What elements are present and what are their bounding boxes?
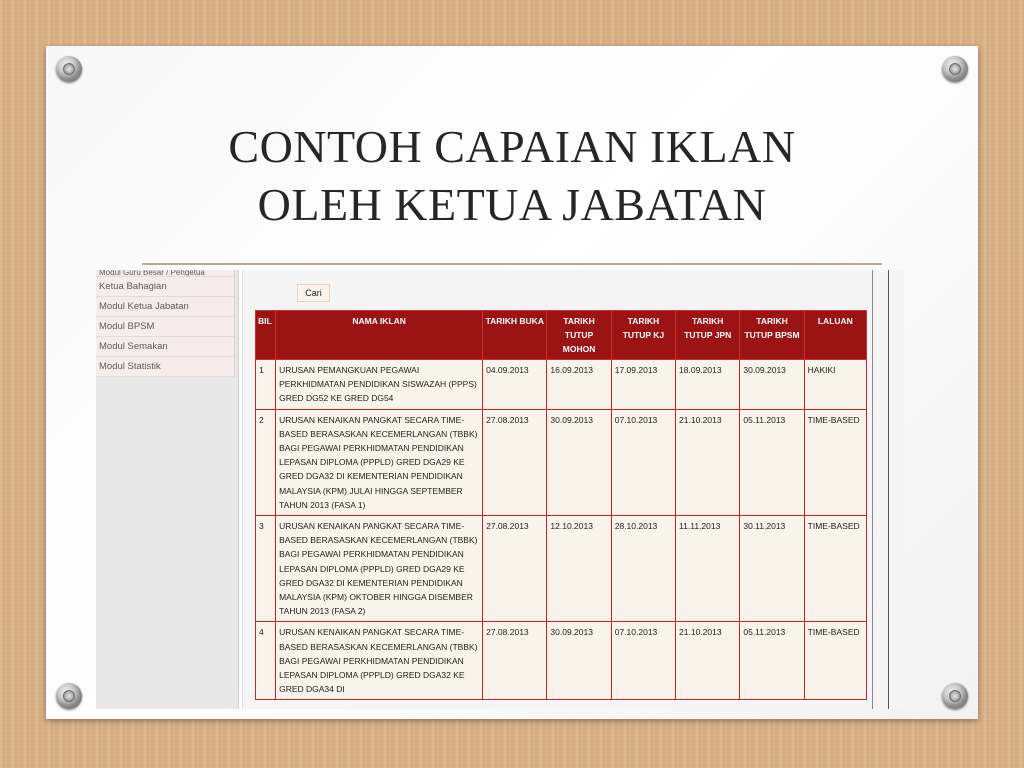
cell-nama-iklan: URUSAN PEMANGKUAN PEGAWAI PERKHIDMATAN PENDIDIKAN SISWAZAH (PPPS) GRED DG52 KE GRED DG54 bbox=[276, 360, 483, 410]
table-header-row bbox=[256, 311, 867, 360]
cell-tarikh-buka: 27.08.2013 bbox=[483, 516, 547, 622]
column-header-tarikh-tutup-mohon: TARIKH TUTUP MOHON bbox=[547, 311, 611, 360]
cell-tarikh-tutup-jpn: 18.09.2013 bbox=[676, 360, 740, 410]
column-header-nama-iklan: NAMA IKLAN bbox=[276, 311, 483, 360]
cell-laluan: TIME-BASED bbox=[804, 409, 866, 515]
pin-icon bbox=[56, 56, 82, 82]
main-content bbox=[242, 270, 904, 709]
table-row[interactable] bbox=[256, 360, 867, 410]
cell-tarikh-tutup-bpsm: 30.11.2013 bbox=[740, 516, 804, 622]
title-divider bbox=[142, 263, 882, 265]
cell-bil: 3 bbox=[256, 516, 276, 622]
cell-tarikh-tutup-bpsm: 30.09.2013 bbox=[740, 360, 804, 410]
cell-laluan: TIME-BASED bbox=[804, 516, 866, 622]
cell-tarikh-tutup-mohon: 12.10.2013 bbox=[547, 516, 611, 622]
cell-bil: 1 bbox=[256, 360, 276, 410]
cell-bil: 2 bbox=[256, 409, 276, 515]
slide bbox=[46, 46, 978, 719]
sidebar-item-modul-statistik[interactable]: Modul Statistik bbox=[96, 357, 234, 377]
cell-tarikh-tutup-kj: 17.09.2013 bbox=[611, 360, 675, 410]
cell-nama-iklan: URUSAN KENAIKAN PANGKAT SECARA TIME-BASED BERASASKAN KECEMERLANGAN (TBBK) BAGI PEGAWAI PERKHIDMATAN PENDIDIKAN LEPASAN DIPLOMA (PPPLD) GRED DGA32 KE GRED DGA34 DI bbox=[276, 622, 483, 700]
column-header-tarikh-tutup-bpsm: TARIKH TUTUP BPSM bbox=[740, 311, 804, 360]
column-header-tarikh-tutup-jpn: TARIKH TUTUP JPN bbox=[676, 311, 740, 360]
cell-tarikh-tutup-bpsm: 05.11.2013 bbox=[740, 622, 804, 700]
sidebar-item-modul-semakan[interactable]: Modul Semakan bbox=[96, 337, 234, 357]
column-header-bil: BIL bbox=[256, 311, 276, 360]
sidebar bbox=[96, 270, 239, 709]
pin-icon bbox=[56, 683, 82, 709]
cell-tarikh-tutup-mohon: 30.09.2013 bbox=[547, 409, 611, 515]
cell-tarikh-buka: 27.08.2013 bbox=[483, 622, 547, 700]
column-header-tarikh-tutup-kj: TARIKH TUTUP KJ bbox=[611, 311, 675, 360]
slide-title-line2: OLEH KETUA JABATAN bbox=[257, 179, 767, 230]
cell-tarikh-tutup-kj: 07.10.2013 bbox=[611, 409, 675, 515]
cell-tarikh-tutup-kj: 28.10.2013 bbox=[611, 516, 675, 622]
cell-tarikh-tutup-jpn: 21.10.2013 bbox=[676, 409, 740, 515]
column-header-tarikh-buka: TARIKH BUKA bbox=[483, 311, 547, 360]
cell-tarikh-tutup-bpsm: 05.11.2013 bbox=[740, 409, 804, 515]
cell-laluan: TIME-BASED bbox=[804, 622, 866, 700]
pin-icon bbox=[942, 56, 968, 82]
cell-tarikh-buka: 27.08.2013 bbox=[483, 409, 547, 515]
slide-title bbox=[46, 118, 978, 234]
search-button[interactable]: Cari bbox=[297, 284, 330, 302]
cell-tarikh-tutup-mohon: 30.09.2013 bbox=[547, 622, 611, 700]
table-row[interactable] bbox=[256, 409, 867, 515]
content-border bbox=[872, 270, 873, 709]
table-row[interactable] bbox=[256, 622, 867, 700]
cell-laluan: HAKIKI bbox=[804, 360, 866, 410]
sidebar-item-ketua-bahagian[interactable]: Ketua Bahagian bbox=[96, 277, 234, 297]
sidebar-item-modul-guru-besar[interactable]: Modul Guru Besar / Pengetua bbox=[96, 270, 234, 277]
screenshot-panel bbox=[96, 270, 904, 709]
column-header-laluan: LALUAN bbox=[804, 311, 866, 360]
advert-table bbox=[255, 310, 867, 700]
sidebar-item-modul-bpsm[interactable]: Modul BPSM bbox=[96, 317, 234, 337]
slide-title-line1: CONTOH CAPAIAN IKLAN bbox=[228, 121, 796, 172]
cell-nama-iklan: URUSAN KENAIKAN PANGKAT SECARA TIME-BASED BERASASKAN KECEMERLANGAN (TBBK) BAGI PEGAWAI PERKHIDMATAN PENDIDIKAN LEPASAN DIPLOMA (PPPLD) GRED DGA29 KE GRED DGA32 DI KEMENTERIAN PENDIDIKAN MALAYSIA (KPM) OKTOBER HINGGA DISEMBER TAHUN 2013 (FASA 2) bbox=[276, 516, 483, 622]
cell-bil: 4 bbox=[256, 622, 276, 700]
cell-nama-iklan: URUSAN KENAIKAN PANGKAT SECARA TIME-BASED BERASASKAN KECEMERLANGAN (TBBK) BAGI PEGAWAI PERKHIDMATAN PENDIDIKAN LEPASAN DIPLOMA (PPPLD) GRED DGA29 KE GRED DGA32 DI KEMENTERIAN PENDIDIKAN MALAYSIA (KPM) JULAI HINGGA SEPTEMBER TAHUN 2013 (FASA 1) bbox=[276, 409, 483, 515]
cell-tarikh-buka: 04.09.2013 bbox=[483, 360, 547, 410]
cell-tarikh-tutup-kj: 07.10.2013 bbox=[611, 622, 675, 700]
sidebar-item-modul-ketua-jabatan[interactable]: Modul Ketua Jabatan bbox=[96, 297, 234, 317]
cell-tarikh-tutup-jpn: 21.10.2013 bbox=[676, 622, 740, 700]
cell-tarikh-tutup-jpn: 11.11.2013 bbox=[676, 516, 740, 622]
table-row[interactable] bbox=[256, 516, 867, 622]
pin-icon bbox=[942, 683, 968, 709]
content-border bbox=[888, 270, 889, 709]
cell-tarikh-tutup-mohon: 16.09.2013 bbox=[547, 360, 611, 410]
